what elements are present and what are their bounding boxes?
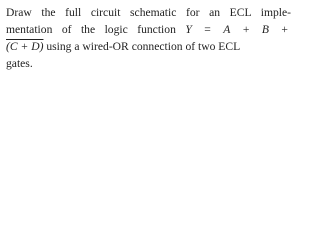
problem-text-block bbox=[0, 0, 297, 80]
equation-term-a: A bbox=[223, 23, 231, 36]
equation-equals: = bbox=[204, 23, 211, 36]
problem-line-2 bbox=[6, 21, 291, 38]
equation-plus-2: + bbox=[281, 23, 288, 36]
equation-lhs: Y bbox=[185, 23, 192, 36]
problem-line-4: gates. bbox=[6, 57, 33, 70]
problem-line-3 bbox=[6, 38, 291, 55]
equation-complement-term: (C + D) bbox=[6, 40, 44, 53]
problem-line-2-text: mentation of the logic function bbox=[6, 23, 176, 36]
equation-term-b: B bbox=[261, 23, 269, 36]
problem-line-1: Draw the full circuit schematic for an ECL imple- bbox=[6, 6, 291, 19]
equation-plus-1: + bbox=[242, 23, 250, 36]
problem-line-3-text: using a wired-OR connection of two ECL bbox=[46, 40, 241, 53]
